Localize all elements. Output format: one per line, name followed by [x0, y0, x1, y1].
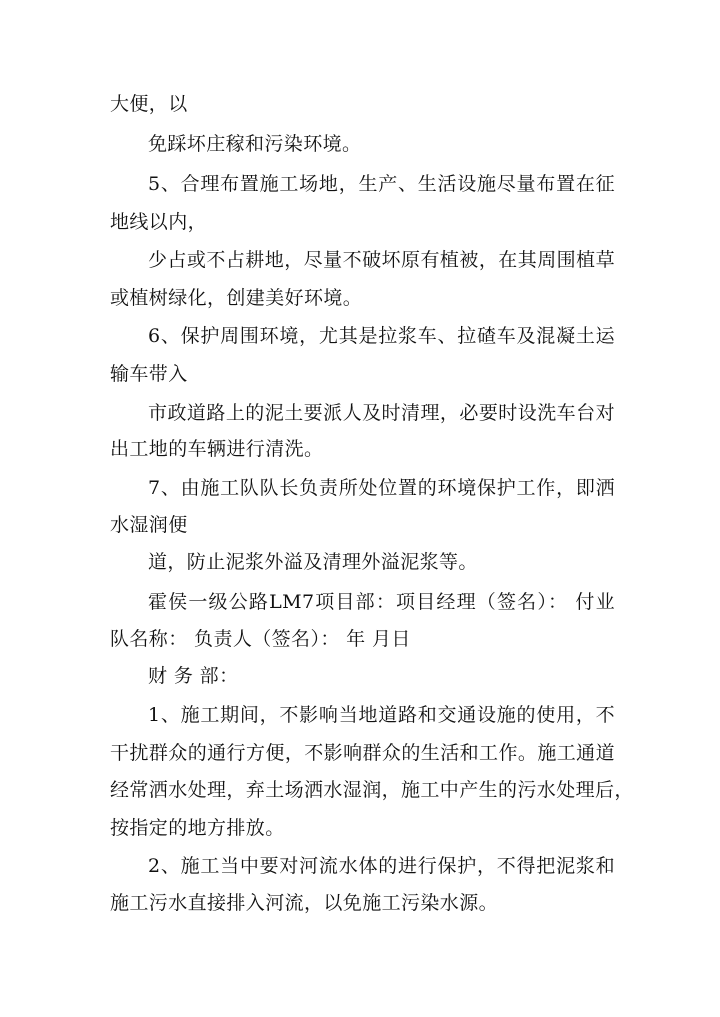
text-line: 出工地的车辆进行清洗。 — [110, 438, 324, 460]
text-line: 按指定的地方排放。 — [110, 817, 285, 839]
text-line: 大便，以 — [110, 93, 188, 115]
section-heading: 财 务 部： — [148, 665, 239, 687]
text-line: 水湿润便 — [110, 514, 188, 536]
paragraph-7-line: 7、由施工队队长负责所处位置的环境保护工作，即洒 — [148, 477, 615, 499]
text-line: 道，防止泥浆外溢及清理外溢泥浆等。 — [148, 551, 478, 573]
signature-line: 霍侯一级公路LM7项目部：项目经理（签名）： 付业 — [148, 591, 615, 613]
paragraph-5-line: 5、合理布置施工场地，生产、生活设施尽量布置在征 — [148, 173, 615, 195]
text-line: 地线以内， — [110, 211, 208, 233]
paragraph-1-line: 1、施工期间，不影响当地道路和交通设施的使用，不 — [148, 704, 615, 726]
paragraph-6-line: 6、保护周围环境，尤其是拉浆车、拉碴车及混凝土运 — [148, 325, 615, 347]
text-line: 免踩坏庄稼和污染环境。 — [148, 133, 362, 155]
text-line: 少占或不占耕地，尽量不破坏原有植被，在其周围植草 — [148, 249, 615, 271]
paragraph-2-line: 2、施工当中要对河流水体的进行保护，不得把泥浆和 — [148, 855, 615, 877]
text-line: 施工污水直接排入河流，以免施工污染水源。 — [110, 892, 499, 914]
text-line: 输车带入 — [110, 363, 188, 385]
text-line: 干扰群众的通行方便，不影响群众的生活和工作。施工通道 — [110, 742, 615, 764]
text-line: 市政道路上的泥土要派人及时清理，必要时设洗车台对 — [148, 402, 615, 424]
text-line: 经常洒水处理，弃土场洒水湿润，施工中产生的污水处理后， — [110, 779, 634, 801]
text-line: 或植树绿化，创建美好环境。 — [110, 287, 363, 309]
signature-line: 队名称： 负责人（签名）： 年 月日 — [110, 628, 411, 650]
